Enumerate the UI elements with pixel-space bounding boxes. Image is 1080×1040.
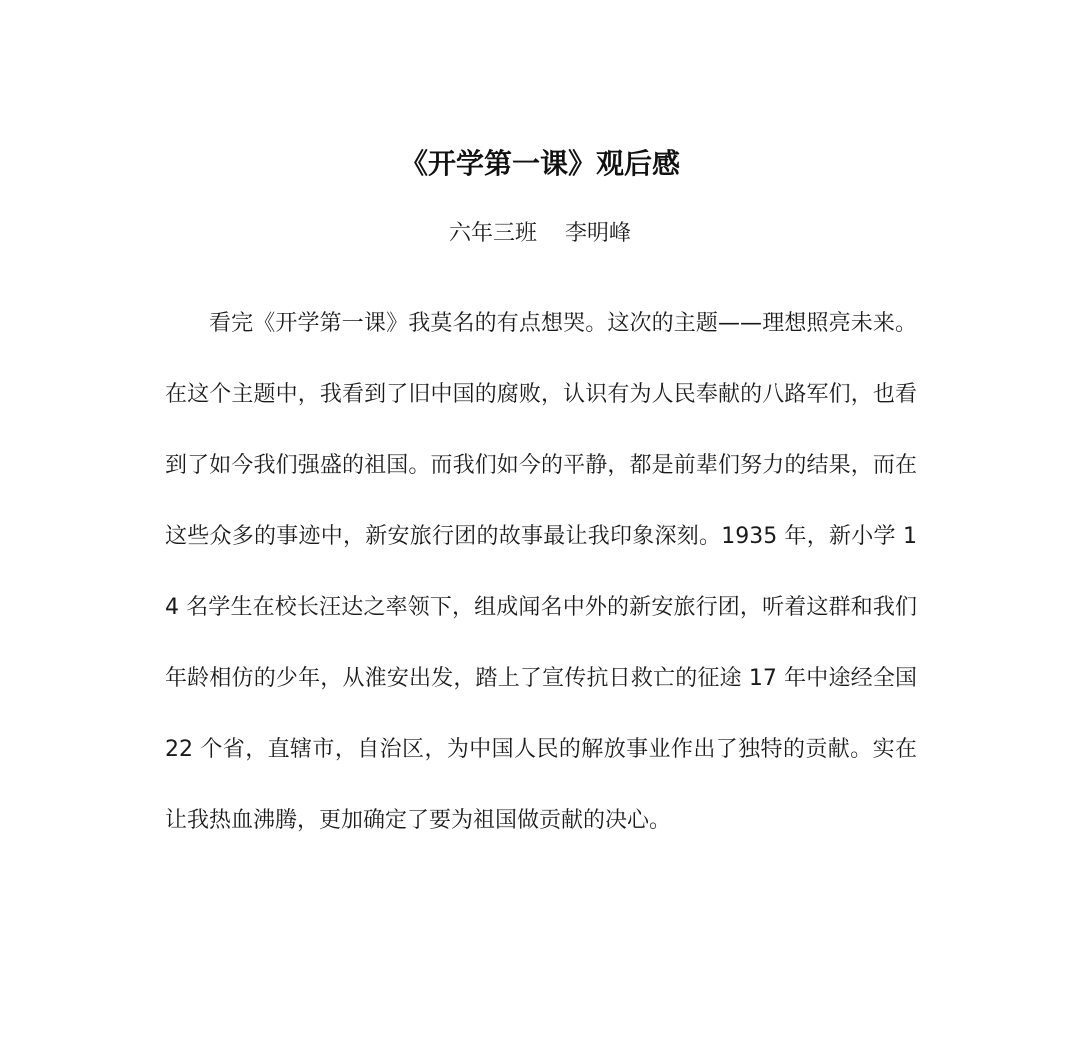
body-paragraph: 看完《开学第一课》我莫名的有点想哭。这次的主题——理想照亮未来。在这个主题中，我看到了旧中国的腐败，认识有为人民奉献的八路军们，也看到了如今我们强盛的祖国。而我们如今的平静，都是前辈们努力的结果，而在这些众多的事迹中，新安旅行团的故事最让我印象深刻。1935 年，新小学 14 名学生在校长汪达之率领下，组成闻名中外的新安旅行团，听着这群和我们年龄相仿的少年，从淮安出发，踏上了宣传抗日救亡的征途 17 年中途经全国 22 个省，直辖市，自治区，为中国人民的解放事业作出了独特的贡献。实在让我热血沸腾，更加确定了要为祖国做贡献的决心。 [165,311,917,833]
author-byline: 六年三班 李明峰 [449,221,631,246]
document-title: 《开学第一课》观后感 [399,147,680,180]
